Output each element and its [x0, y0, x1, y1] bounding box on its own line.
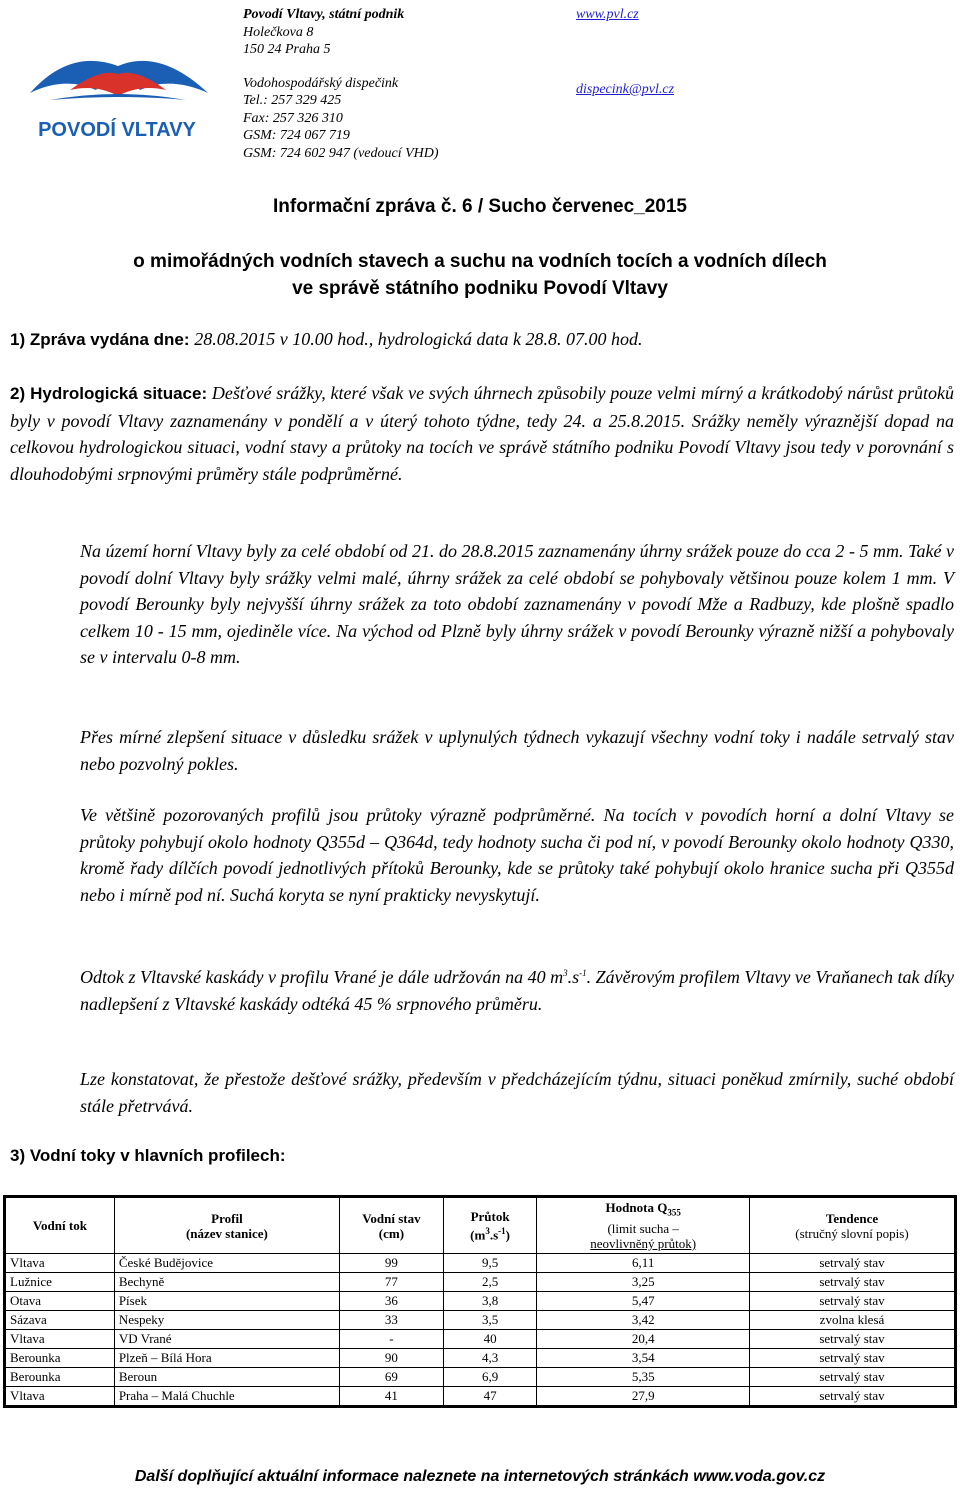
- col-q355: Hodnota $Q_{355}$ (limit sucha – neovlivněný průtok): [537, 1198, 750, 1254]
- table-row: [6, 1311, 955, 1330]
- cell-level: 90: [340, 1349, 444, 1368]
- cell-trend: setrvalý stav: [749, 1254, 954, 1273]
- table-row: [6, 1254, 955, 1273]
- cell-river: Berounka: [6, 1349, 115, 1368]
- col-level: Vodní stav (cm): [340, 1198, 444, 1254]
- cell-river: Vltava: [6, 1330, 115, 1349]
- col-flow-unit: $(m^3.s^{-1})$: [470, 1225, 510, 1243]
- cell-q355: 27,9: [537, 1387, 750, 1406]
- cell-profile: Beroun: [114, 1368, 339, 1387]
- phone-number: Tel.: 257 329 425: [243, 93, 342, 108]
- cell-trend: setrvalý stav: [749, 1292, 954, 1311]
- cell-trend: setrvalý stav: [749, 1273, 954, 1292]
- cell-profile: Písek: [114, 1292, 339, 1311]
- cell-flow: 40: [443, 1330, 537, 1349]
- col-trend: Tendence (stručný slovní popis): [749, 1198, 954, 1254]
- cell-level: 36: [340, 1292, 444, 1311]
- fax-number: Fax: 257 326 310: [243, 110, 343, 126]
- gsm-number-head: GSM: 724 602 947 (vedoucí VHD): [243, 145, 439, 161]
- section-2-paragraph-6: Lze konstatovat, že přestože dešťové srážky, především v předcházejícím týdnu, situaci poněkud zmírnily, suché období stále přetrvává.: [80, 1069, 954, 1116]
- header-contact-block: [243, 6, 439, 162]
- cell-flow: 6,9: [443, 1368, 537, 1387]
- cell-profile: Plzeň – Bílá Hora: [114, 1349, 339, 1368]
- river-profiles-table-frame: [3, 1195, 957, 1408]
- cell-trend: setrvalý stav: [749, 1387, 954, 1406]
- cell-level: -: [340, 1330, 444, 1349]
- section-2-label: 2) Hydrologická situace:: [10, 384, 208, 403]
- hydrology-text-1: Dešťové srážky, které však ve svých úhrnech způsobily pouze velmi mírný a krátkodobý nárůst průtoků byly v povodí Vltavy zaznamenány v pondělí a v úterý tohoto týdne, tedy 24. a 25.8.2015. Srážky neměly výraznější dopad na celkovou hydrologickou situaci, vodní stavy a průtoky na tocích ve správě státního podniku Povodí Vltavy jsou tedy v porovnání s dlouhodobými srpnovými průměry stále podprůměrné.: [10, 383, 955, 484]
- outflow-text-a: Odtok z Vltavské kaskády v profilu Vrané je dále udržován na 40 m: [80, 967, 564, 987]
- city-address: 150 24 Praha 5: [243, 42, 331, 57]
- river-profiles-table: [5, 1197, 955, 1406]
- cell-level: 99: [340, 1254, 444, 1273]
- cell-river: Otava: [6, 1292, 115, 1311]
- cell-q355: 3,25: [537, 1273, 750, 1292]
- cell-trend: setrvalý stav: [749, 1349, 954, 1368]
- cell-q355: 5,47: [537, 1292, 750, 1311]
- dispatch-name: Vodohospodářský dispečink: [243, 75, 399, 91]
- gsm-number: GSM: 724 067 719: [243, 128, 350, 143]
- table-row: [6, 1273, 955, 1292]
- section-3-label: [10, 1142, 286, 1169]
- cell-trend: setrvalý stav: [749, 1330, 954, 1349]
- cell-profile: VD Vrané: [114, 1330, 339, 1349]
- cell-q355: 20,4: [537, 1330, 750, 1349]
- section-1: [10, 326, 950, 353]
- cell-level: 33: [340, 1311, 444, 1330]
- cell-trend: setrvalý stav: [749, 1368, 954, 1387]
- cell-profile: Nespeky: [114, 1311, 339, 1330]
- report-subtitle: o mimořádných vodních stavech a suchu na vodních tocích a vodních dílech ve správě státního podniku Povodí Vltavy: [133, 251, 827, 299]
- logo-text: POVODÍ VLTAVY: [38, 119, 196, 141]
- outflow-text-b: . Závěrovým profilem Vltavy ve Vraňanech tak díky nadlepšení z Vltavské kaskády odtéká 45 % srpnového průměru.: [80, 967, 954, 1014]
- cell-river: Vltava: [6, 1254, 115, 1273]
- cell-profile: Praha – Malá Chuchle: [114, 1387, 339, 1406]
- cell-q355: 3,54: [537, 1349, 750, 1368]
- cell-q355: 3,42: [537, 1311, 750, 1330]
- table-row: [6, 1368, 955, 1387]
- cell-flow: 47: [443, 1387, 537, 1406]
- cell-profile: Bechyně: [114, 1273, 339, 1292]
- cell-flow: 3,5: [443, 1311, 537, 1330]
- cell-q355: 6,11: [537, 1254, 750, 1273]
- cell-level: 69: [340, 1368, 444, 1387]
- table-row: [6, 1387, 955, 1406]
- section-1-label: 1) Zpráva vydána dne:: [10, 330, 190, 349]
- col-level-sub: (cm): [378, 1225, 405, 1241]
- email-link[interactable]: dispecink@pvl.cz: [576, 82, 675, 97]
- cell-river: Lužnice: [6, 1273, 115, 1292]
- section-2-paragraph-2: Na území horní Vltavy byly za celé období od 21. do 28.8.2015 zaznamenány úhrny srážek pouze do cca 2 - 5 mm. Také v povodí dolní Vltavy byly srážky velmi malé, úhrny srážek za celé období se pohybovaly většinou pouze kolem 1 mm. V povodí Berounky byly nejvyšší úhrny srážek za toto období zaznamenány v povodí Mže a Radbuzy, kde plošně spadlo celkem 10 - 15 mm, ojediněle více. Na východ od Plzně byly úhrny srážek v povodí Berounky výrazně nižší a pohybovaly se v intervalu 0-8 mm.: [80, 541, 954, 667]
- cell-q355: 5,35: [537, 1368, 750, 1387]
- website-link[interactable]: www.pvl.cz: [576, 7, 639, 22]
- cell-profile: České Budějovice: [114, 1254, 339, 1273]
- cell-flow: 9,5: [443, 1254, 537, 1273]
- col-river: Vodní tok: [6, 1198, 115, 1254]
- table-header-row: [6, 1198, 955, 1254]
- col-trend-sub: (stručný slovní popis): [795, 1225, 909, 1241]
- col-profile-sub: (název stanice): [185, 1225, 268, 1241]
- logo-wave-icon: [10, 38, 225, 148]
- cell-flow: 4,3: [443, 1349, 537, 1368]
- cell-river: Vltava: [6, 1387, 115, 1406]
- table-row: [6, 1349, 955, 1368]
- col-profile: Profil (název stanice): [114, 1198, 339, 1254]
- col-flow: Průtok $(m^3.s^{-1})$: [443, 1198, 537, 1254]
- footer-note: Další doplňující aktuální informace naleznete na internetových stránkách www.voda.gov.cz: [134, 1468, 826, 1485]
- section-2-paragraph-3: Přes mírné zlepšení situace v důsledku srážek v uplynulých týdnech vykazují všechny vodní toky i nadále setrvalý stav nebo pozvolný pokles.: [80, 727, 954, 774]
- section-3-heading: 3) Vodní toky v hlavních profilech:: [10, 1146, 286, 1165]
- cell-river: Berounka: [6, 1368, 115, 1387]
- table-row: [6, 1292, 955, 1311]
- report-title: Informační zpráva č. 6 / Sucho červenec_2015: [273, 196, 687, 217]
- section-2-paragraph-1: [10, 380, 954, 487]
- table-row: [6, 1330, 955, 1349]
- cell-level: 41: [340, 1387, 444, 1406]
- issue-date-text: 28.08.2015 v 10.00 hod., hydrologická data k 28.8. 07.00 hod.: [194, 329, 643, 349]
- company-name: Povodí Vltavy, státní podnik: [243, 7, 405, 22]
- street-address: Holečkova 8: [243, 24, 314, 40]
- cell-flow: 3,8: [443, 1292, 537, 1311]
- section-2-paragraph-5: Odtok z Vltavské kaskády v profilu Vrané je dále udržován na 40 $m^3.s^{-1}$. Závěrovým profilem Vltavy ve Vraňanech tak díky nadlepšení z Vltavské kaskády odtéká 45 % srpnového průměru.: [80, 967, 954, 1014]
- cell-level: 77: [340, 1273, 444, 1292]
- section-2-paragraph-4: Ve většině pozorovaných profilů jsou průtoky výrazně podprůměrné. Na tocích v povodích horní a dolní Vltavy se průtoky pohybují okolo hodnoty Q355d – Q364d, tedy hodnoty sucha či pod ní, v povodí Berounky okolo hodnoty Q330, kromě řady dílčích povodí jednotlivých přítoků Berounky, kde se průtoky také pohybují okolo hranice sucha při Q355d nebo i mírně pod ní. Suchá koryta se nyní prakticky nevyskytují.: [80, 805, 954, 905]
- cell-trend: zvolna klesá: [749, 1311, 954, 1330]
- company-logo: [10, 38, 225, 148]
- cell-river: Sázava: [6, 1311, 115, 1330]
- cell-flow: 2,5: [443, 1273, 537, 1292]
